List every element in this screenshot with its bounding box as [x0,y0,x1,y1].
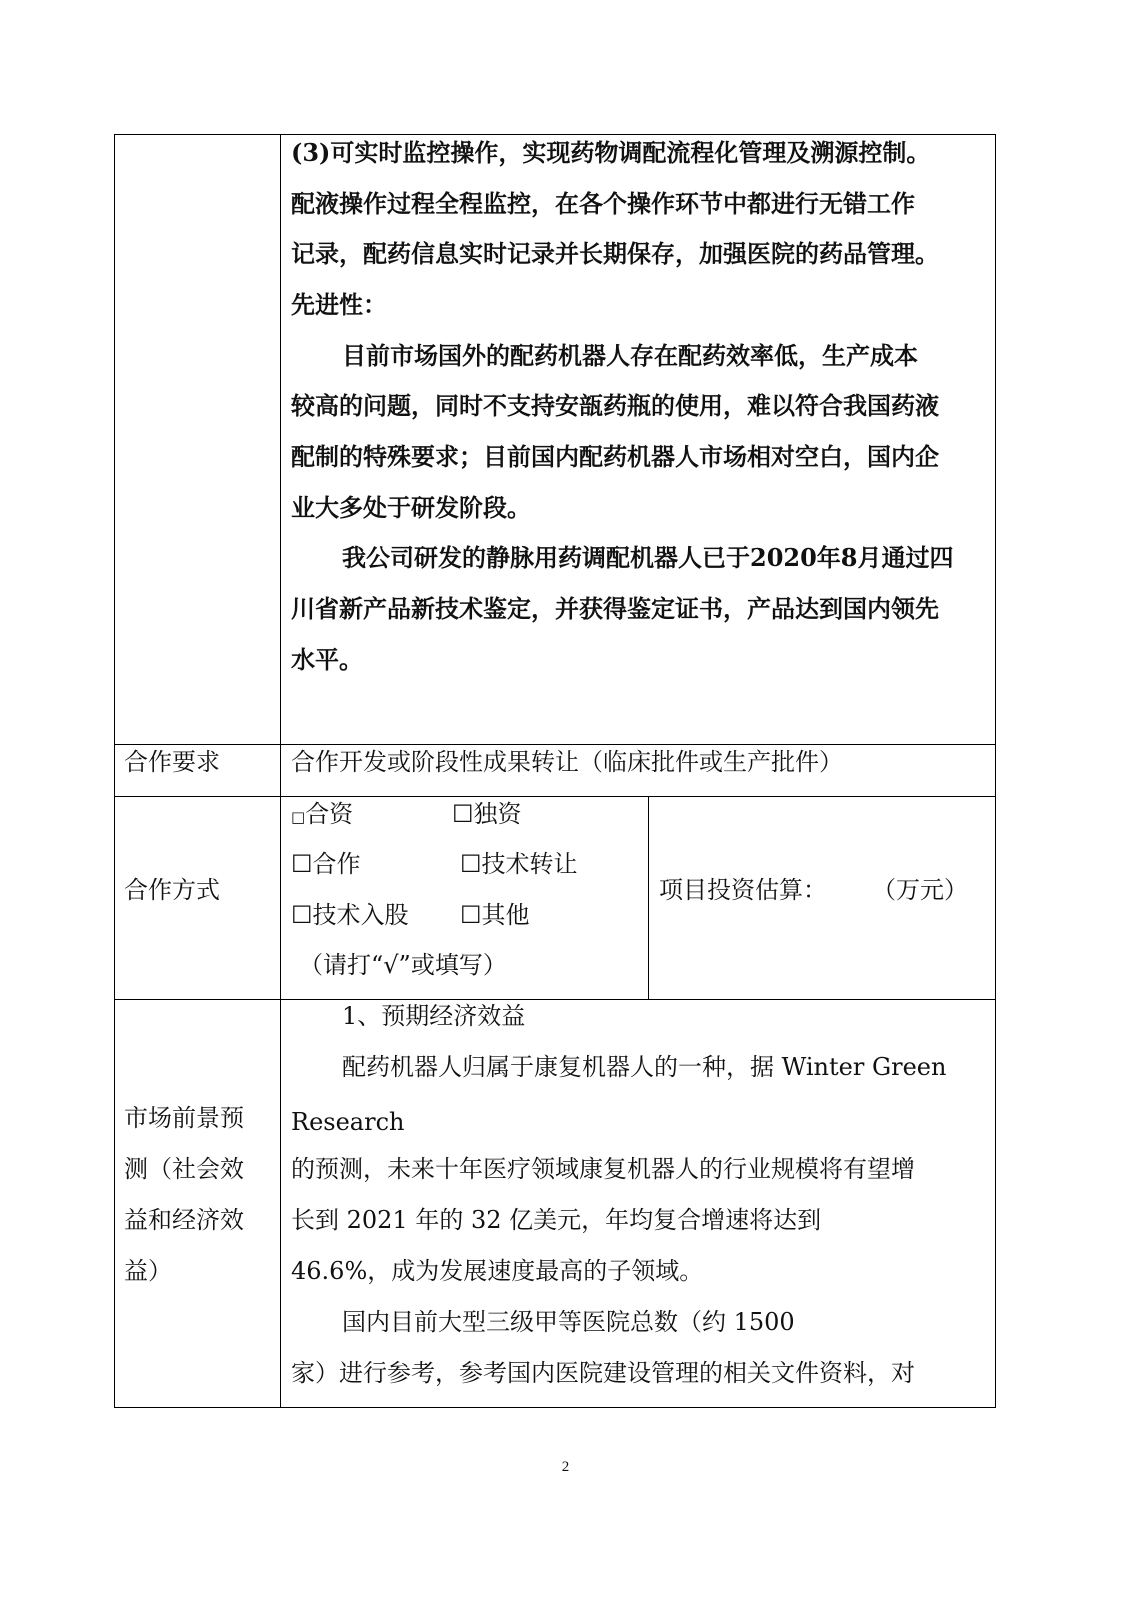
option-joint-venture[interactable] [291,798,353,833]
row-divider [114,999,996,1000]
table-bottom-border [114,1407,996,1408]
page-number: 2 [561,1459,570,1475]
market-outlook-heading: 1、预期经济效益 [342,1002,526,1030]
text-line: 我公司研发的静脉用药调配机器人已于2020年8月通过四 [342,543,954,572]
option-sole-proprietorship[interactable] [452,798,522,830]
market-outlook-label-line: 测（社会效 [124,1155,244,1183]
text-line: 国内目前大型三级甲等医院总数（约 1500 [342,1308,795,1336]
option-other[interactable] [460,899,530,931]
text-line: Research [291,1108,405,1136]
text-line: 先进性： [291,290,387,319]
text-line: 配药机器人归属于康复机器人的一种，据 Winter Green [342,1053,947,1081]
column-divider [648,796,649,999]
checkbox-icon[interactable]: ☐ [460,901,482,929]
investment-estimate-label: 项目投资估算： [659,876,827,904]
checkbox-icon[interactable]: ☐ [452,800,474,828]
option-label: 其他 [481,901,530,929]
form-table [114,134,996,1408]
investment-unit: （万元） [872,876,968,904]
option-cooperation[interactable] [291,848,361,880]
checkbox-icon[interactable]: ☐ [460,850,482,878]
checkbox-icon[interactable]: □ [291,808,306,826]
market-outlook-label-line: 益） [124,1257,172,1285]
column-divider [280,134,281,1408]
option-label: 独资 [473,800,522,828]
text-line: 记录，配药信息实时记录并长期保存，加强医院的药品管理。 [291,239,939,268]
table-left-border [114,134,115,1408]
checkbox-icon[interactable]: ☐ [291,901,313,929]
text-line: 46.6%，成为发展速度最高的子领域。 [291,1257,704,1285]
text-line: 配制的特殊要求；目前国内配药机器人市场相对空白，国内企 [291,442,939,471]
text-line: 配液操作过程全程监控，在各个操作环节中都进行无错工作 [291,189,915,218]
table-right-border [995,134,996,1408]
table-top-border [114,134,996,135]
option-label: 技术转让 [481,850,578,878]
option-label: 合作 [312,850,361,878]
row-divider [114,796,996,797]
text-line: (3)可实时监控操作，实现药物调配流程化管理及溯源控制。 [291,138,931,167]
option-technology-equity[interactable] [291,899,409,931]
fill-in-note: （请打“√”或填写） [299,951,507,979]
text-line: 水平。 [291,645,363,674]
option-technology-transfer[interactable] [460,848,578,880]
option-label: 合资 [305,800,354,828]
option-label: 技术入股 [312,901,409,929]
text-line: 目前市场国外的配药机器人存在配药效率低，生产成本 [342,341,918,370]
cooperation-requirement-label: 合作要求 [124,748,220,776]
market-outlook-label-line: 益和经济效 [124,1206,244,1234]
text-line: 较高的问题，同时不支持安瓿药瓶的使用，难以符合我国药液 [291,391,939,420]
cooperation-requirement-value: 合作开发或阶段性成果转让（临床批件或生产批件） [291,748,843,776]
text-line: 业大多处于研发阶段。 [291,493,531,522]
cooperation-method-label: 合作方式 [124,876,220,904]
text-line: 川省新产品新技术鉴定，并获得鉴定证书，产品达到国内领先 [291,594,939,623]
row-divider [114,744,996,745]
text-line: 长到 2021 年的 32 亿美元，年均复合增速将达到 [291,1206,822,1234]
checkbox-icon[interactable]: ☐ [291,850,313,878]
text-line: 的预测，未来十年医疗领域康复机器人的行业规模将有望增 [291,1155,915,1183]
market-outlook-label-line: 市场前景预 [124,1104,244,1132]
text-line: 家）进行参考，参考国内医院建设管理的相关文件资料，对 [291,1359,915,1387]
